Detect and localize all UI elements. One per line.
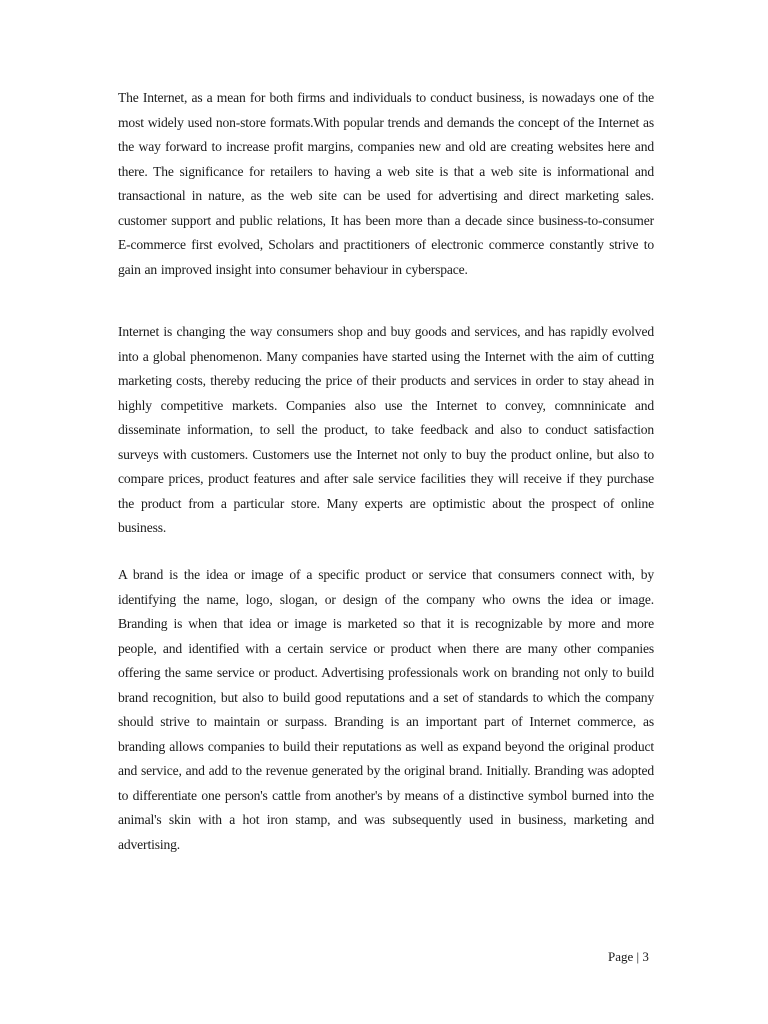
paragraph-internet-business: The Internet, as a mean for both firms and individuals to conduct business, is nowadays one of the most widely used non-store formats.With popular trends and demands the concept of the Internet as the way forward to increase profit margins, companies new and old are creating websites here and there. The significance for retailers to having a web site is that a web site is informational and transactional in nature, as the web site can be used for advertising and direct marketing sales. customer support and public relations, It has been more than a decade since business-to-consumer E-commerce first evolved, Scholars and practitioners of electronic commerce constantly strive to gain an improved insight into consumer behaviour in cyberspace. [118, 90, 654, 277]
paragraph-branding: A brand is the idea or image of a specific product or service that consumers connect with, by identifying the name, logo, slogan, or design of the company who owns the idea or image. Branding is when that idea or image is marketed so that it is recognizable by more and more people, and identified with a certain service or product when there are many other companies offering the same service or product. Advertising professionals work on branding not only to build brand recognition, but also to build good reputations and a set of standards to which the company should strive to maintain or surpass. Branding is an important part of Internet commerce, as branding allows companies to build their reputations as well as expand beyond the original product and service, and add to the revenue generated by the original brand. Initially. Branding was adopted to differentiate one person's cattle from another's by means of a distinctive symbol burned into the animal's skin with a hot iron stamp, and was subsequently used in business, marketing and advertising. [118, 567, 654, 852]
paragraph-consumer-shopping: Internet is changing the way consumers shop and buy goods and services, and has rapidly evolved into a global phenomenon. Many companies have started using the Internet with the aim of cutting marketing costs, thereby reducing the price of their products and services in order to stay ahead in highly competitive markets. Companies also use the Internet to convey, comnninicate and disseminate information, to sell the product, to take feedback and also to conduct satisfaction surveys with customers. Customers use the Internet not only to buy the product online, but also to compare prices, product features and after sale service facilities they will receive if they purchase the product from a particular store. Many experts are optimistic about the prospect of online business. [118, 324, 654, 535]
page-number-footer: Page | 3 [608, 949, 649, 964]
